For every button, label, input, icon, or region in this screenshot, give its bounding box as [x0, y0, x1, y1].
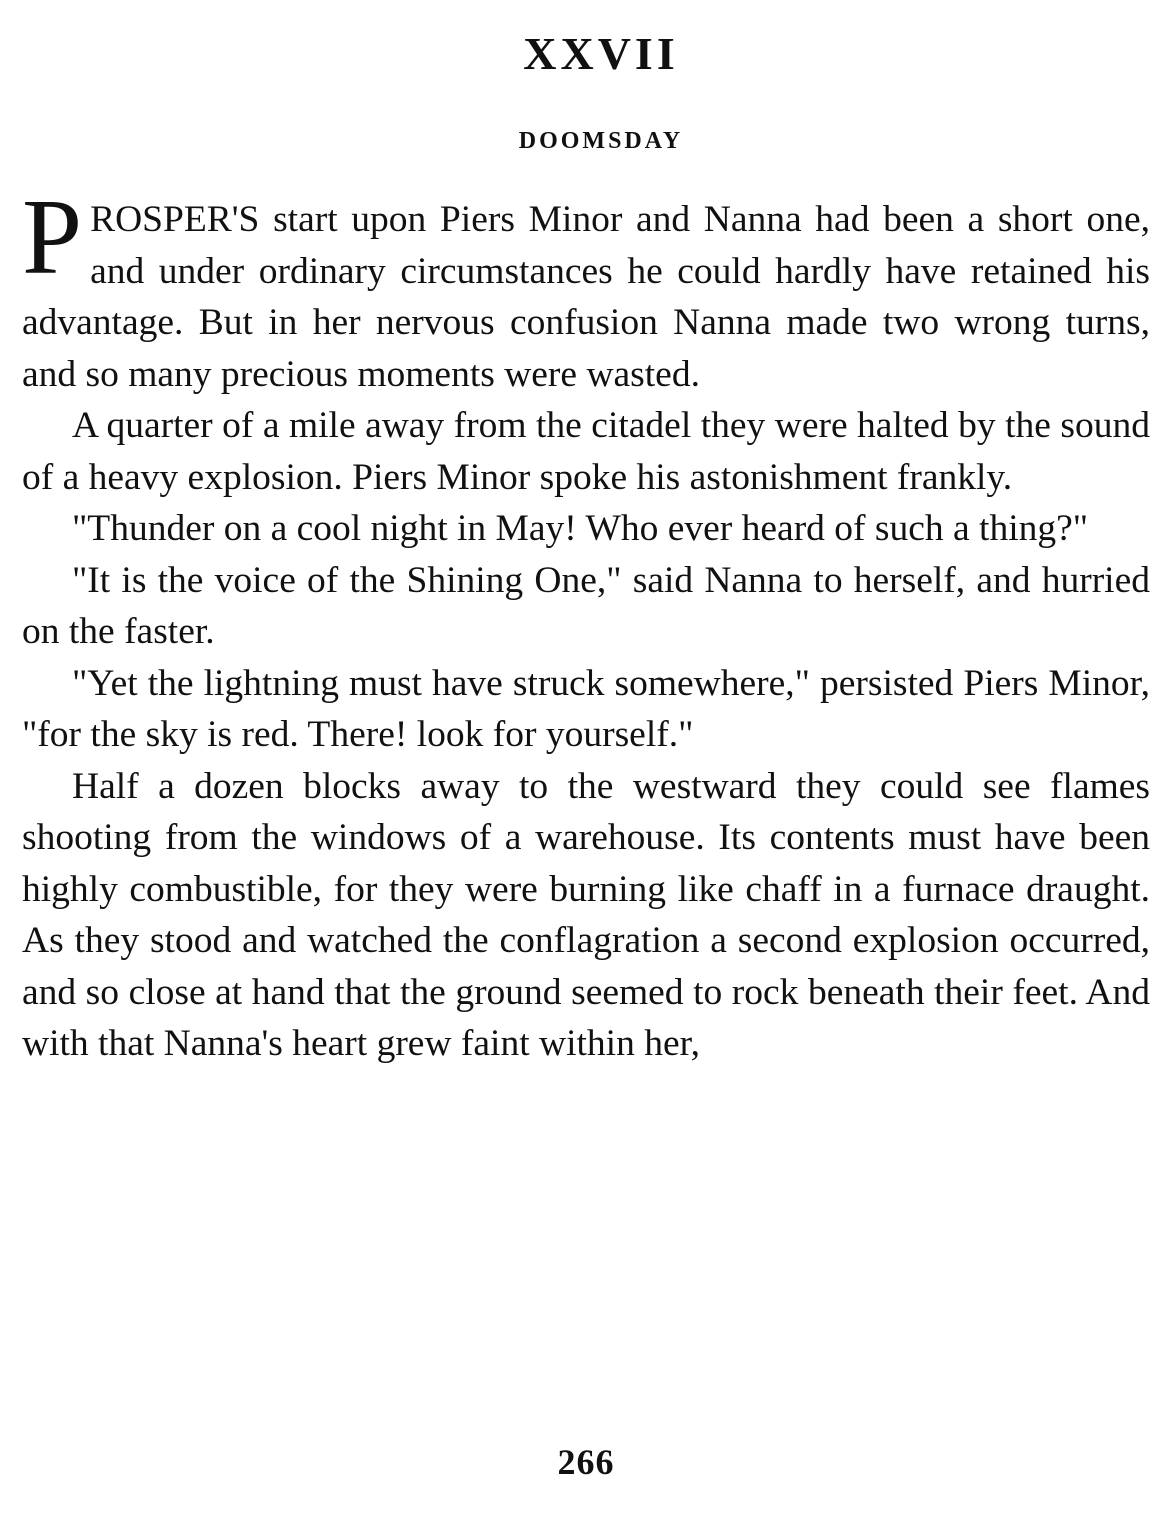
paragraph-6: Half a dozen blocks away to the westward they could see flames shooting from the windows of a warehouse. Its contents must have been highly combustible, for they were burning like chaff in a furnace draught. As they stood and watched the conflagration a second explosion occurred, and so close at hand that the ground seemed to rock beneath their feet. And with that Nanna's heart grew faint within her, [22, 765, 1150, 1064]
paragraph-2: A quarter of a mile away from the citadel they were halted by the sound of a heavy explosion. Piers Minor spoke his astonishment frankly. [22, 405, 1150, 498]
chapter-title: DOOMSDAY [518, 128, 684, 154]
paragraph-5: "Yet the lightning must have struck somewhere," persisted Piers Minor, "for the sky is red. There! look for yourself." [22, 662, 1150, 755]
paragraph-1 [22, 178, 1150, 400]
paragraph-4: "It is the voice of the Shining One," said Nanna to herself, and hurried on the faster. [22, 559, 1150, 652]
chapter-number: XXVII [523, 28, 679, 79]
page-number: 266 [557, 1442, 615, 1482]
drop-cap: P [22, 178, 83, 297]
paragraph-1-text: ROSPER'S start upon Piers Minor and Nanna had been a short one, and under ordinary circumstances he could hardly have retained his advantage. But in her nervous confusion Nanna made two wrong turns, and so many precious moments were wasted. [22, 199, 1150, 395]
chapter-body [22, 178, 1150, 1070]
book-page [22, 24, 1150, 1504]
paragraph-3: "Thunder on a cool night in May! Who ever heard of such a thing?" [72, 508, 1089, 549]
